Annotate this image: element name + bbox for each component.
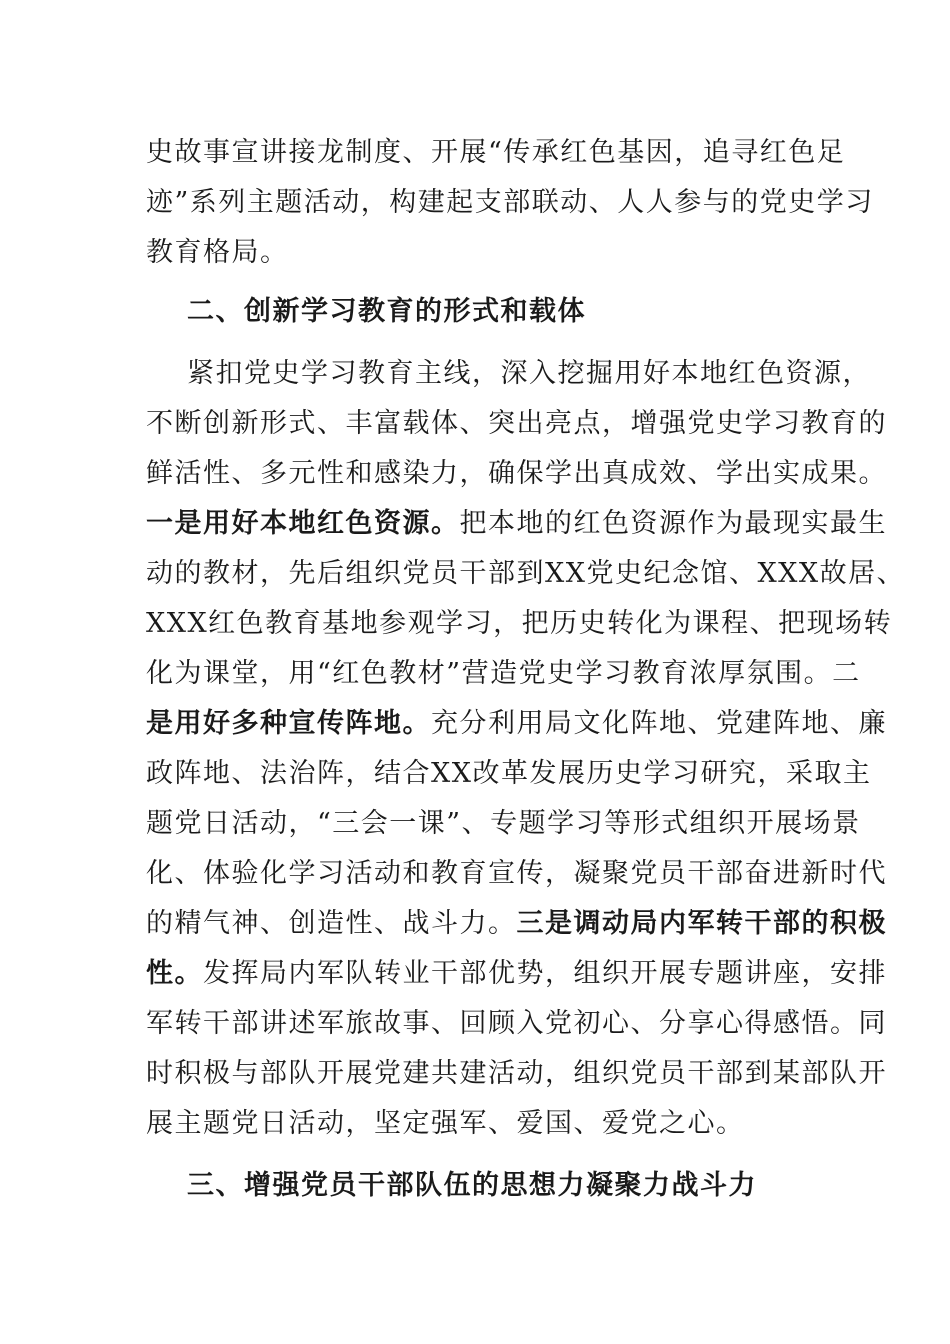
text-line: 政阵地、法治阵，结合XX改革发展历史学习研究，采取主 — [146, 758, 872, 789]
text-run: 发挥局内军队转业干部优势，组织开展专题讲座，安排 — [203, 958, 887, 989]
text-run: 把本地的红色资源作为最现实最生 — [459, 508, 887, 539]
text-line: 迹”系列主题活动，构建起支部联动、人人参与的党史学习 — [146, 187, 874, 218]
text-line: 紧扣党史学习教育主线，深入挖掘用好本地红色资源， — [187, 358, 871, 389]
text-line: 军转干部讲述军旅故事、回顾入党初心、分享心得感悟。同 — [146, 1008, 887, 1039]
text-line: 动的教材，先后组织党员干部到XX党史纪念馆、XXX故居、 — [146, 558, 906, 589]
paragraph-section-2 — [146, 349, 906, 1149]
text-line — [146, 699, 887, 749]
text-line — [146, 899, 887, 949]
paragraph-continued — [146, 128, 874, 278]
bold-lead-3-end: 性。 — [146, 958, 203, 989]
bold-lead-2: 是用好多种宣传阵地。 — [146, 708, 431, 739]
text-line: 时积极与部队开展党建共建活动，组织党员干部到某部队开 — [146, 1058, 887, 1089]
text-line: 展主题党日活动，坚定强军、爱国、爱党之心。 — [146, 1108, 745, 1139]
text-line: 化、体验化学习活动和教育宣传，凝聚党员干部奋进新时代 — [146, 858, 887, 889]
text-line: 教育格局。 — [146, 237, 289, 268]
text-run: 的精气神、创造性、战斗力。 — [146, 908, 517, 939]
section-heading-2: 二、创新学习教育的形式和载体 — [187, 296, 586, 327]
text-run: 充分利用局文化阵地、党建阵地、廉 — [431, 708, 887, 739]
bold-lead-3: 三是调动局内军转干部的积极 — [516, 908, 887, 939]
section-heading-3: 三、增强党员干部队伍的思想力凝聚力战斗力 — [187, 1170, 757, 1201]
text-line — [146, 949, 887, 999]
text-line: 化为课堂，用“红色教材”营造党史学习教育浓厚氛围。二 — [146, 658, 861, 689]
text-line — [146, 499, 887, 549]
text-line: 不断创新形式、丰富载体、突出亮点，增强党史学习教育的 — [146, 408, 887, 439]
text-line: 题党日活动，“三会一课”、专题学习等形式组织开展场景 — [146, 808, 861, 839]
bold-lead-1: 一是用好本地红色资源。 — [146, 508, 460, 539]
text-line: 鲜活性、多元性和感染力，确保学出真成效、学出实成果。 — [146, 458, 887, 489]
text-line: 史故事宣讲接龙制度、开展“传承红色基因，追寻红色足 — [146, 137, 846, 168]
text-line: XXX红色教育基地参观学习，把历史转化为课程、把现场转 — [146, 608, 893, 639]
